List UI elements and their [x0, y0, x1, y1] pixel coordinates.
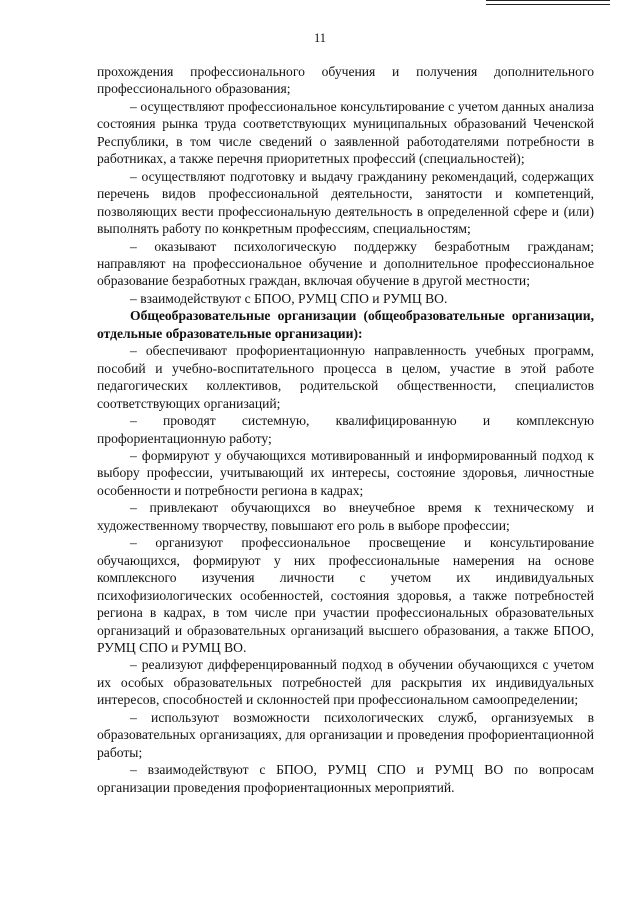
paragraph-interaction-2: – взаимодействуют с БПОО, РУМЦ СПО и РУМЦ ВО по вопросам организации проведения профориентационных мероприятий.: [97, 762, 594, 795]
paragraph-motivated-approach: – формируют у обучающихся мотивированный и информированный подход к выбору профессии, учитывающий их интересы, состояние здоровья, личностные особенности и потребности региона в кадрах;: [97, 447, 594, 498]
paragraph-recommendations: – осуществляют подготовку и выдачу гражданину рекомендаций, содержащих перечень видов профессиональной деятельности, занятости и компетенций, позволяющих вести профессиональную деятельность в определенной сфере и (или) выполнять работу по конкретным профессиям, специальностям;: [97, 168, 594, 237]
header-double-rule: [486, 0, 610, 5]
section-heading-general-education: Общеобразовательные организации (общеобразовательные организации, отдельные образовательные организации):: [97, 308, 594, 341]
paragraph-career-consulting: – осуществляют профессиональное консультирование с учетом данных анализа состояния рынка труда соответствующих муниципальных образований Чеченской Республики, в том числе сведений о заявленной работодателями потребности в работниках, а также перечня приоритетных профессий (специальностей);: [97, 98, 594, 167]
page-number: 11: [313, 31, 327, 45]
paragraph-differentiated-approach: – реализуют дифференцированный подход в обучении обучающихся с учетом их особых образовательных потребностей для раскрытия их индивидуальных интересов, способностей и склонностей при профессиональном самоопределении;: [97, 657, 594, 708]
body-text: [97, 63, 594, 796]
paragraph-career-orientation: – обеспечивают профориентационную направленность учебных программ, пособий и учебно-воспитательного процесса в целом, участие в этой работе педагогических коллективов, родительской общественности, специалистов соответствующих организаций;: [97, 343, 594, 411]
paragraph-continuation: прохождения профессионального обучения и получения дополнительного профессионального образования;: [97, 64, 594, 97]
paragraph-psychological-support: – оказывают психологическую поддержку безработным гражданам; направляют на профессиональное обучение и дополнительное профессиональное образование безработных граждан, включая обучение в другой местности;: [97, 238, 594, 289]
paragraph-psychological-services: – используют возможности психологических служб, организуемых в образовательных организациях, для организации и проведения профориентационной работы;: [97, 709, 594, 760]
paragraph-systematic-work: – проводят системную, квалифицированную и комплексную профориентационную работу;: [97, 413, 594, 446]
paragraph-professional-education: – организуют профессиональное просвещение и консультирование обучающихся, формируют у них профессиональные намерения на основе комплексного изучения личности с учетом их индивидуальных психофизиологических особенностей, состояния здоровья, а также потребностей региона в кадрах, в том числе при участии профессиональных образовательных организаций и образовательных организаций высшего образования, а также БПОО, РУМЦ СПО и РУМЦ ВО.: [97, 535, 594, 655]
paragraph-interaction-1: – взаимодействуют с БПОО, РУМЦ СПО и РУМЦ ВО.: [130, 290, 448, 306]
paragraph-creative-activities: – привлекают обучающихся во внеучебное время к техническому и художественному творчеству, повышают его роль в выборе профессии;: [97, 500, 594, 533]
